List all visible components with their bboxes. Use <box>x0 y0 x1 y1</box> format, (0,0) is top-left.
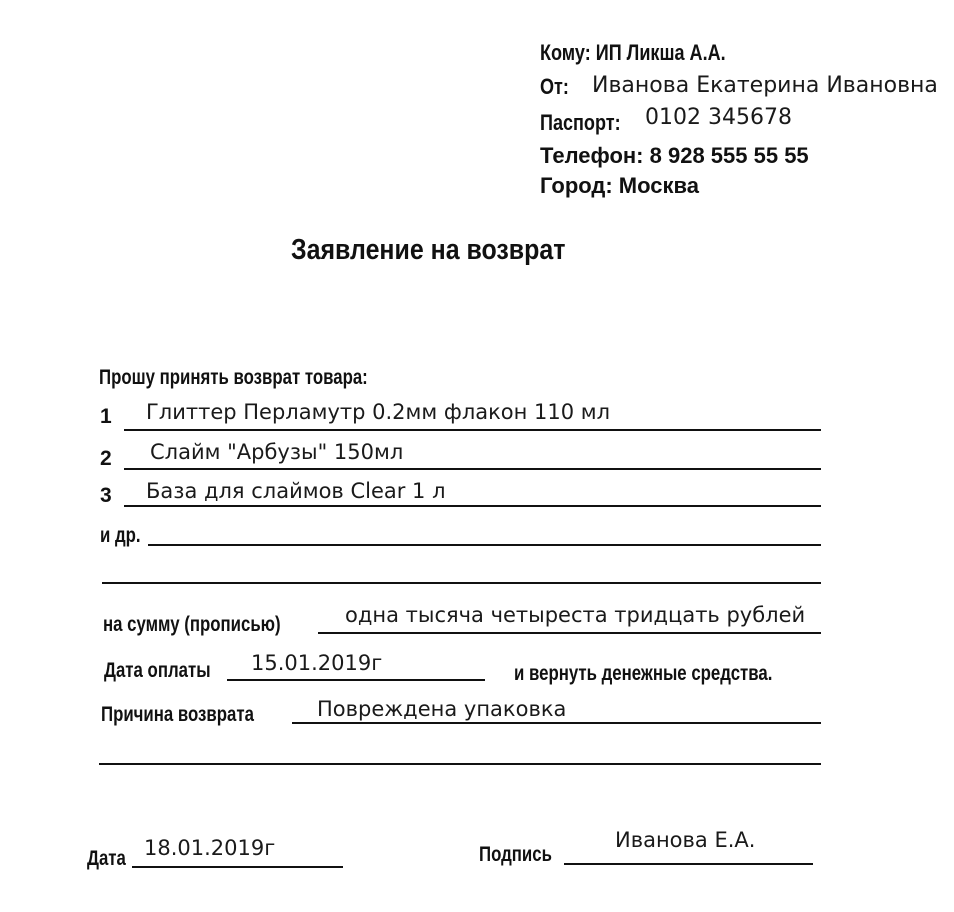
amount-value: одна тысяча четыреста тридцать рублей <box>345 603 806 627</box>
item-text: Глиттер Перламутр 0.2мм флакон 110 мл <box>146 400 611 424</box>
from-value: Иванова Екатерина Ивановна <box>592 73 938 98</box>
signature-label: Подпись <box>479 843 552 866</box>
item-underline <box>124 429 821 431</box>
to-label: Кому: ИП Ликша А.А. <box>540 40 726 65</box>
item-number: 2 <box>100 447 112 470</box>
amount-label: на сумму (прописью) <box>103 613 281 636</box>
blank-line <box>99 763 821 765</box>
footer-date-underline <box>132 866 343 868</box>
item-number: 1 <box>100 405 112 428</box>
etc-label: и др. <box>100 524 141 547</box>
item-text: Слайм "Арбузы" 150мл <box>150 440 404 464</box>
reason-underline <box>292 722 821 724</box>
signature-underline <box>564 863 813 865</box>
payment-date-value: 15.01.2019г <box>251 651 383 675</box>
etc-underline <box>148 544 821 546</box>
amount-underline <box>318 632 821 634</box>
payment-label: Дата оплаты <box>104 659 211 682</box>
passport-value: 0102 345678 <box>645 105 792 130</box>
phone-line: Телефон: 8 928 555 55 55 <box>540 143 809 168</box>
payment-underline <box>227 679 485 681</box>
from-label: От: <box>540 74 569 99</box>
request-intro: Прошу принять возврат товара: <box>99 366 368 389</box>
item-underline <box>124 505 821 507</box>
blank-line <box>102 582 821 584</box>
reason-value: Повреждена упаковка <box>317 697 567 721</box>
item-number: 3 <box>100 484 112 507</box>
signature-value: Иванова Е.А. <box>615 828 756 852</box>
footer-date-label: Дата <box>87 847 126 870</box>
city-line: Город: Москва <box>540 173 699 198</box>
to-value: ИП Ликша А.А. <box>595 40 726 65</box>
item-text: База для слаймов Clear 1 л <box>146 479 446 503</box>
payment-suffix: и вернуть денежные средства. <box>514 662 773 685</box>
footer-date-value: 18.01.2019г <box>144 836 276 860</box>
page-title: Заявление на возврат <box>291 234 566 266</box>
reason-label: Причина возврата <box>101 703 254 726</box>
item-underline <box>124 468 821 470</box>
passport-label: Паспорт: <box>540 110 621 135</box>
